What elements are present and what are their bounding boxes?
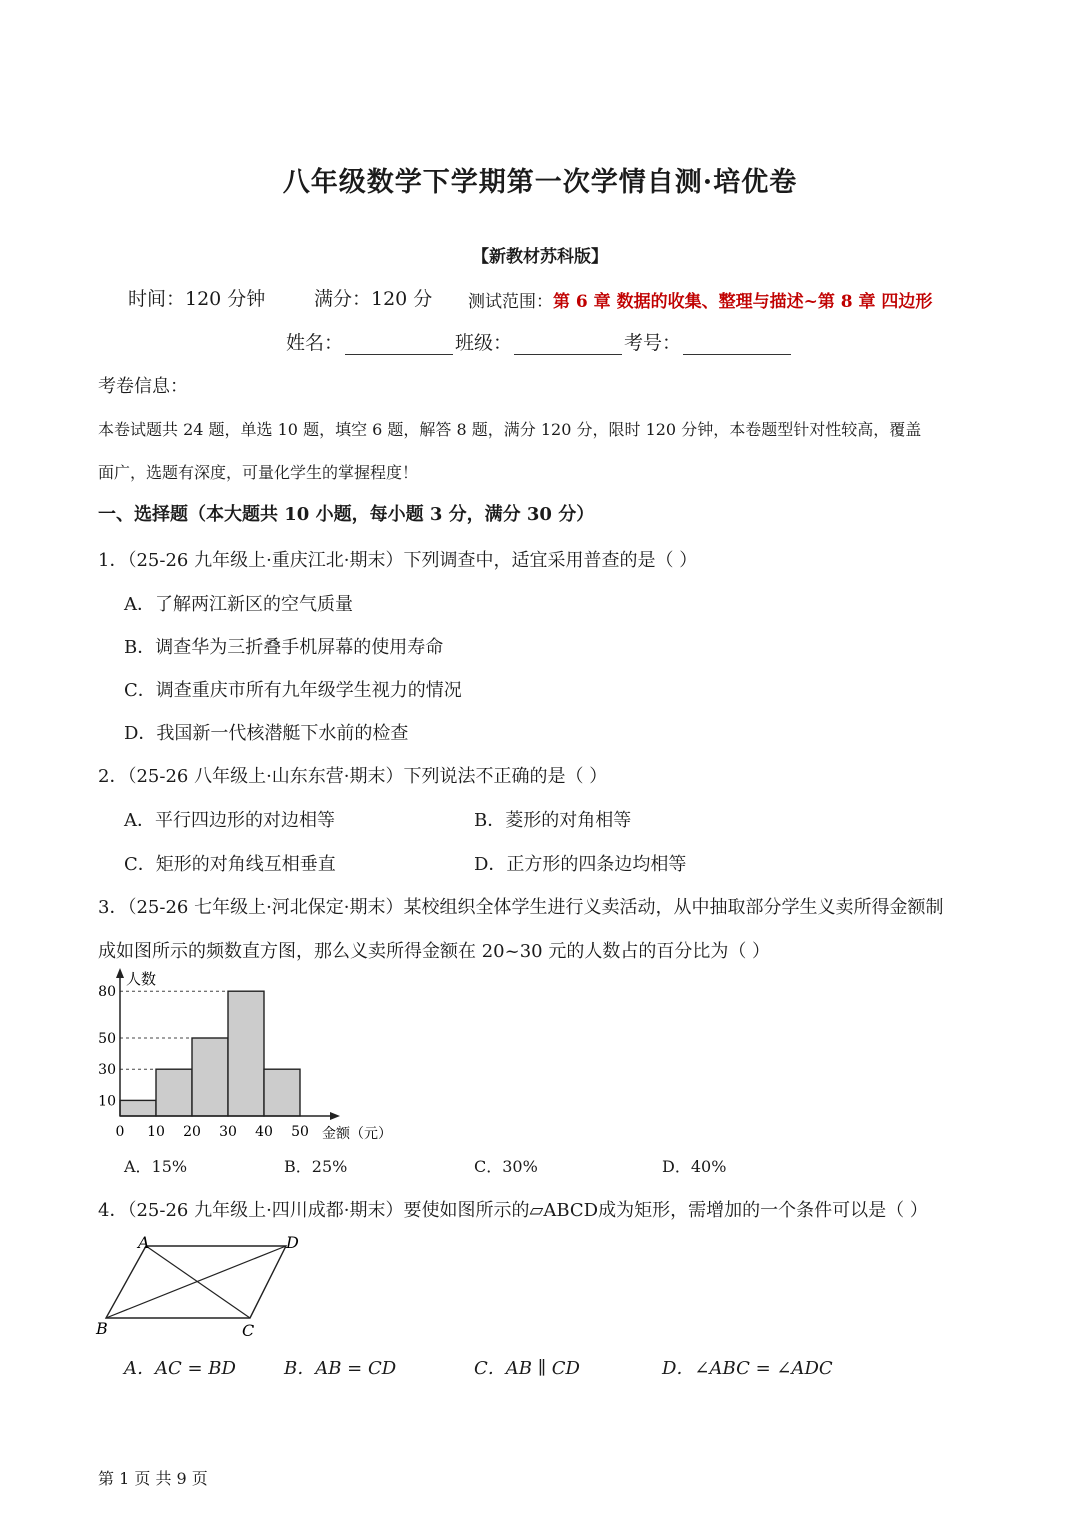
y-tick-10: 10 [98,1093,116,1110]
page-title: 八年级数学下学期第一次学情自测·培优卷 [282,167,798,198]
name-label: 姓名： [286,332,344,354]
q2-option-a: A．平行四边形的对边相等 [124,810,335,831]
vertex-b-label: B [96,1319,108,1338]
histogram-bar-40-50 [264,1069,300,1116]
question-3-stem-1: 3．（25-26 七年级上·河北保定·期末）某校组织全体学生进行义卖活动，从中抽取部分学生义卖所得金额制 [98,897,944,918]
diagonal-ac [146,1246,250,1318]
number-blank[interactable] [683,336,791,355]
x-tick-10: 10 [147,1124,165,1140]
vertex-c-label: C [242,1321,255,1340]
q4-option-c: C．AB ∥ CD [474,1358,580,1379]
x-tick-40: 40 [255,1124,273,1140]
exam-time: 时间：120 分钟 [128,288,266,310]
vertex-a-label: A [138,1233,150,1252]
x-tick-30: 30 [219,1124,237,1140]
question-4-stem: 4．（25-26 九年级上·四川成都·期末）要使如图所示的▱ABCD成为矩形，需增加的一个条件可以是（ ） [98,1200,928,1221]
q3-option-d: D．40% [662,1157,727,1176]
student-fields [286,328,793,355]
histogram-bar-10-20 [156,1069,192,1116]
q1-option-a: A．了解两江新区的空气质量 [124,594,353,615]
x-tick-50: 50 [291,1124,309,1140]
histogram-bar-0-10 [120,1100,156,1116]
y-tick-50: 50 [98,1031,116,1047]
parallelogram-figure [90,1228,320,1340]
y-tick-labels [98,984,116,1109]
x-tick-20: 20 [183,1124,201,1140]
vertex-d-label: D [286,1233,299,1252]
x-tick-labels [116,1124,309,1140]
scope-value: 第 6 章 数据的收集、整理与描述~第 8 章 四边形 [553,292,933,312]
exam-score: 满分：120 分 [314,288,433,310]
q1-option-c: C．调查重庆市所有九年级学生视力的情况 [124,680,462,701]
question-3-stem-2: 成如图所示的频数直方图，那么义卖所得金额在 20~30 元的人数占的百分比为（ ） [98,941,771,962]
y-tick-30: 30 [98,1062,116,1079]
y-axis-arrow [116,968,124,978]
y-tick-80: 80 [98,984,116,1001]
number-label: 考号： [624,332,682,354]
exam-scope [468,287,932,312]
histogram-bar-30-40 [228,991,264,1116]
q3-option-b: B．25% [284,1157,348,1176]
x-tick-0: 0 [115,1124,125,1140]
histogram-bar-20-30 [192,1038,228,1116]
question-1-stem: 1．（25-26 九年级上·重庆江北·期末）下列调查中，适宜采用普查的是（ ） [98,550,698,571]
page-footer: 第 1 页 共 9 页 [98,1469,208,1488]
info-line-1: 本卷试题共 24 题，单选 10 题，填空 6 题，解答 8 题，满分 120 分，限时 120 分钟，本卷题型针对性较高，覆盖 [98,420,922,439]
info-label: 考卷信息： [98,376,188,397]
y-axis-label: 人数 [126,970,157,988]
histogram-chart [90,966,410,1146]
q4-option-d: D．∠ABC = ∠ADC [662,1358,833,1379]
q3-option-c: C．30% [474,1157,538,1176]
q2-option-c: C．矩形的对角线互相垂直 [124,854,336,875]
class-blank[interactable] [514,336,622,355]
x-axis-label: 金额（元） [322,1126,392,1142]
q2-option-d: D．正方形的四条边均相等 [474,854,687,875]
q1-option-b: B．调查华为三折叠手机屏幕的使用寿命 [124,637,444,658]
scope-label: 测试范围： [468,292,553,312]
q4-option-a: A．AC = BD [124,1358,236,1379]
section-heading: 一、选择题（本大题共 10 小题，每小题 3 分，满分 30 分） [98,504,595,525]
name-blank[interactable] [345,336,453,355]
x-axis-arrow [330,1112,340,1120]
q1-option-d: D．我国新一代核潜艇下水前的检查 [124,723,409,744]
info-line-2: 面广，选题有深度，可量化学生的掌握程度！ [98,463,419,482]
question-2-stem: 2．（25-26 八年级上·山东东营·期末）下列说法不正确的是（ ） [98,766,608,787]
q4-option-b: B．AB = CD [284,1358,397,1379]
edition-subtitle: 【新教材苏科版】 [472,247,608,267]
class-label: 班级： [455,332,513,354]
q3-option-a: A．15% [124,1157,188,1176]
histogram-bars [120,991,300,1116]
q2-option-b: B．菱形的对角相等 [474,810,632,831]
diagonal-bd [106,1246,286,1318]
